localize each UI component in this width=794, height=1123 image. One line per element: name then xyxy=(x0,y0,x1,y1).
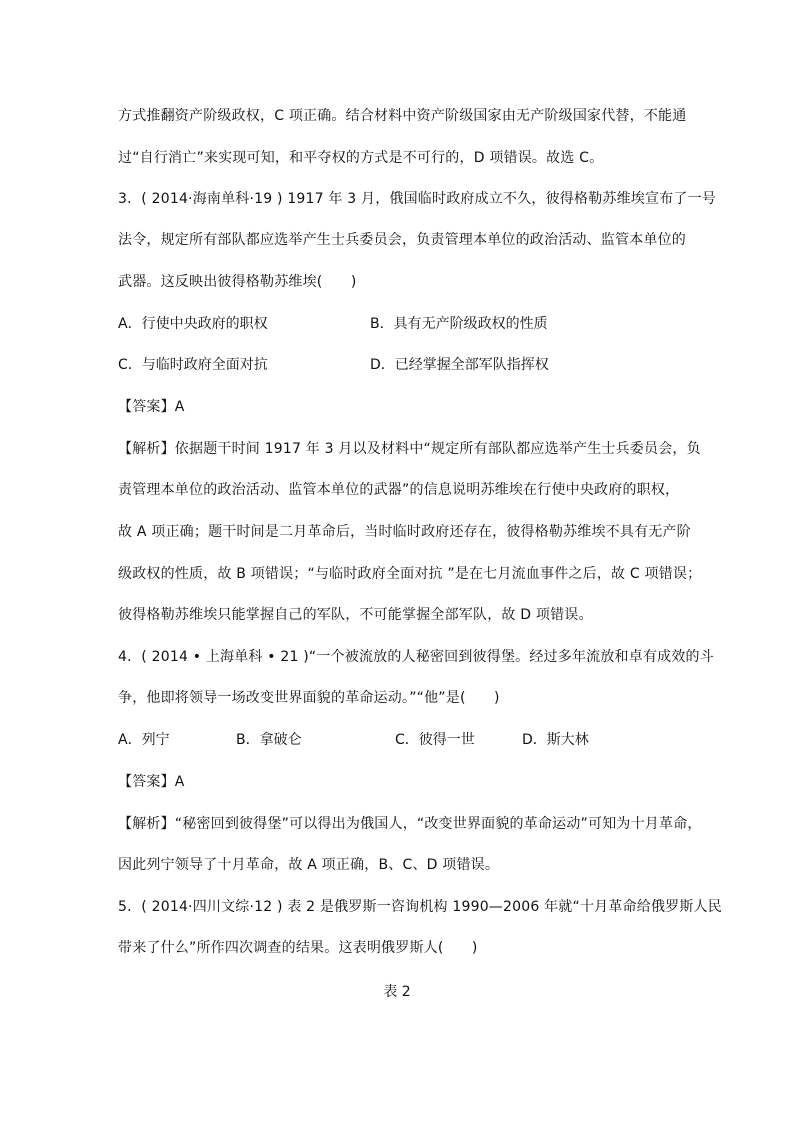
question-4-answer: 【答案】A xyxy=(118,774,185,790)
text-line: 级政权的性质，故 B 项错误；“与临时政府全面对抗 ”是在七月流血事件之后，故 C 项错误； xyxy=(118,566,702,582)
question-3-option-c: C．与临时政府全面对抗 xyxy=(118,357,268,373)
text-line: 法令，规定所有部队都应选举产生士兵委员会，负责管理本单位的政治活动、监管本单位的 xyxy=(118,232,686,248)
text-line: 过“自行消亡”来实现可知，和平夺权的方式是不可行的，D 项错误。故选 C。 xyxy=(118,150,604,166)
question-4-stem: 4．( 2014 • 上海单科 • 21 )“一个被流放的人秘密回到彼得堡。经过多年流放和卓有成效的斗 xyxy=(118,649,714,665)
question-3-analysis: 【解析】依据题干时间 1917 年 3 月以及材料中“规定所有部队都应选举产生士兵委员会，负 xyxy=(118,441,701,457)
text-line: 带来了什么”所作四次调查的结果。这表明俄罗斯人( ) xyxy=(118,940,478,956)
question-3-answer: 【答案】A xyxy=(118,399,185,415)
question-4-option-c: C．彼得一世 xyxy=(395,732,475,748)
text-line: 方式推翻资产阶级政权，C 项正确。结合材料中资产阶级国家由无产阶级国家代替，不能通 xyxy=(118,108,687,124)
text-line: 武器。这反映出彼得格勒苏维埃( ) xyxy=(118,274,357,290)
table-caption: 表 2 xyxy=(383,984,411,1000)
text-line: 彼得格勒苏维埃只能掌握自己的军队，不可能掌握全部军队，故 D 项错误。 xyxy=(118,607,593,623)
question-4-option-d: D．斯大林 xyxy=(522,732,589,748)
question-3-option-d: D．已经掌握全部军队指挥权 xyxy=(370,357,549,373)
question-4-option-a: A．列宁 xyxy=(118,732,170,748)
question-3-option-b: B．具有无产阶级政权的性质 xyxy=(370,316,548,332)
question-5-stem: 5．( 2014·四川文综·12 ) 表 2 是俄罗斯一咨询机构 1990—2006 年就“十月革命给俄罗斯人民 xyxy=(118,899,722,915)
question-4-analysis: 【解析】“秘密回到彼得堡”可以得出为俄国人，“改变世界面貌的革命运动”可知为十月革命， xyxy=(118,816,702,832)
text-line: 责管理本单位的政治活动、监管本单位的武器”的信息说明苏维埃在行使中央政府的职权， xyxy=(118,482,680,498)
question-4-option-b: B．拿破仑 xyxy=(236,732,302,748)
question-3-option-a: A．行使中央政府的职权 xyxy=(118,316,268,332)
text-line: 争，他即将领导一场改变世界面貌的革命运动。”“他”是( ) xyxy=(118,690,500,706)
question-3-stem: 3．( 2014·海南单科·19 ) 1917 年 3 月，俄国临时政府成立不久，彼得格勒苏维埃宣布了一号 xyxy=(118,191,717,207)
text-line: 因此列宁领导了十月革命，故 A 项正确，B、C、D 项错误。 xyxy=(118,857,500,873)
text-line: 故 A 项正确；题干时间是二月革命后，当时临时政府还存在，彼得格勒苏维埃不具有无产阶 xyxy=(118,524,691,540)
